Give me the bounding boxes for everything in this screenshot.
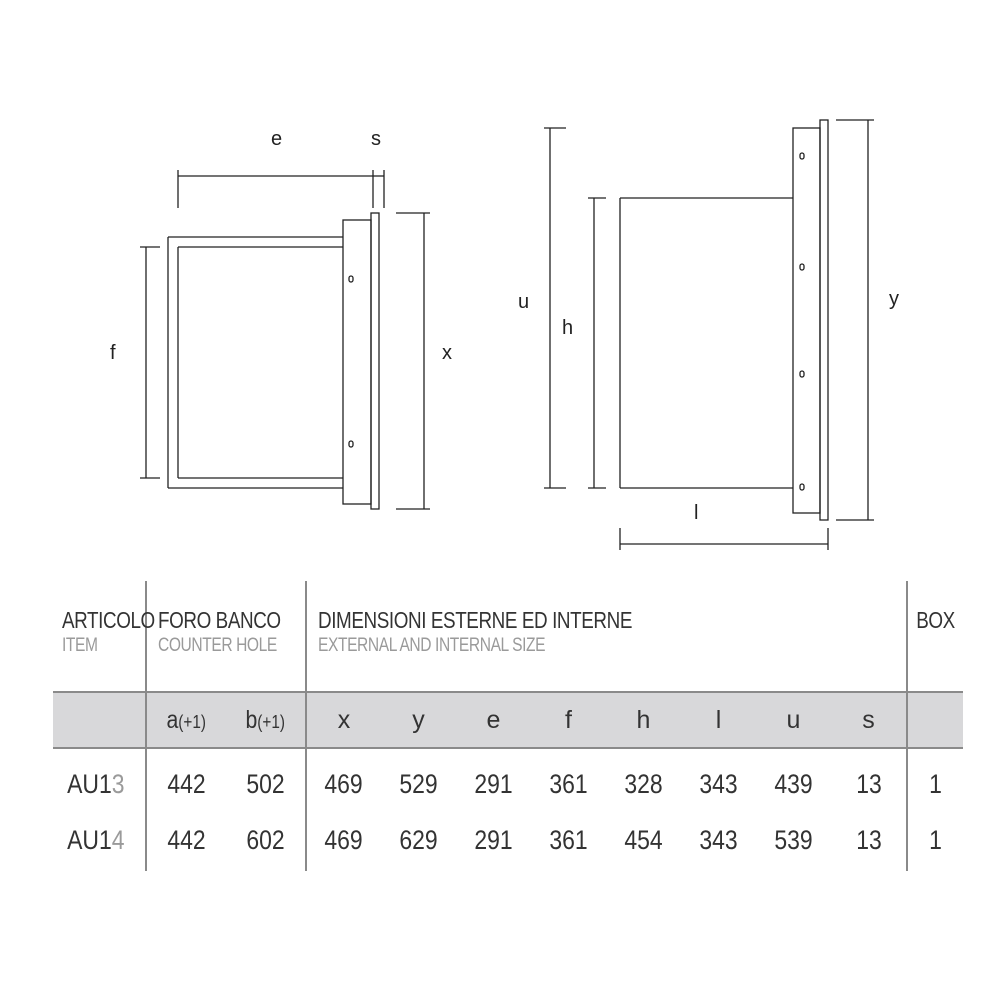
header-articolo [53,581,155,692]
dim-line-f [140,247,160,478]
cell-y-value: 629 [399,824,438,855]
label-e: e [271,128,283,150]
cell-s [831,748,907,815]
header-item-label: ITEM [62,635,98,656]
right-view-box [620,120,828,520]
item-code-prefix: AU1 [67,768,112,799]
cell-f-value: 361 [549,768,588,799]
header-foro-banco-label: FORO BANCO [158,607,281,633]
cell-box [907,748,963,815]
cell-u-value: 539 [774,824,813,855]
header-dimensioni-label: DIMENSIONI ESTERNE ED INTERNE [318,607,633,633]
subheader-empty [53,692,146,748]
cell-box-value: 1 [929,824,942,855]
header-dimensioni [306,581,907,692]
cell-x [306,815,381,871]
cell-s [831,815,907,871]
subheader-b-tolerance: (+1) [257,711,286,732]
cell-h-value: 454 [624,824,663,855]
cell-u [756,748,831,815]
cell-s-value: 13 [855,768,882,799]
cell-l-value: 343 [699,768,738,799]
cell-e [456,815,531,871]
cell-a [146,815,226,871]
cell-f [531,748,606,815]
cell-l-value: 343 [699,824,738,855]
cell-y [381,815,456,871]
table-header-row [53,581,963,692]
subheader-a-letter: a [166,705,179,734]
subheader-y: y [381,692,456,748]
cell-b [226,748,306,815]
cell-y-value: 529 [399,768,438,799]
table-row [53,815,963,871]
subheader-h: h [606,692,681,748]
cell-h-value: 328 [624,768,663,799]
subheader-a-tolerance: (+1) [178,711,207,732]
cell-x-value: 469 [324,768,364,799]
label-l: l [694,502,699,524]
cell-a-value: 442 [167,824,206,855]
subheader-u: u [756,692,831,748]
cell-l [681,815,756,871]
cell-b-value: 602 [246,824,285,855]
table-row [53,748,963,815]
cell-u-value: 439 [774,768,813,799]
cell-b-value: 502 [246,768,285,799]
subheader-x: x [306,692,381,748]
subheader-a [146,692,226,748]
header-foro-banco [146,581,306,692]
cell-s-value: 13 [855,824,882,855]
label-f: f [110,342,116,364]
dim-line-u [544,128,566,488]
header-articolo-label: ARTICOLO [62,607,155,633]
cell-a-value: 442 [167,768,206,799]
cell-e-value: 291 [474,824,513,855]
subheader-b [226,692,306,748]
cell-f-value: 361 [549,824,588,855]
cell-b [226,815,306,871]
cell-e [456,748,531,815]
cell-a [146,748,226,815]
label-y: y [889,288,899,310]
label-u: u [518,291,530,313]
label-s: s [371,128,381,150]
table-subheader-row [53,692,963,748]
subheader-box-empty [907,692,963,748]
cell-l [681,748,756,815]
dim-line-l [620,528,828,550]
dim-line-x [396,213,430,509]
dim-line-h [588,198,606,488]
cell-h [606,815,681,871]
item-code-suffix: 4 [111,824,125,855]
item-code [53,748,146,815]
subheader-l: l [681,692,756,748]
label-h: h [562,317,574,339]
cell-f [531,815,606,871]
subheader-f: f [531,692,606,748]
cell-box-value: 1 [929,768,942,799]
header-box-label: BOX [916,607,955,633]
item-code-prefix: AU1 [67,824,112,855]
item-code [53,815,146,871]
left-view-box [168,213,379,509]
cell-x [306,748,381,815]
header-box [907,581,963,692]
header-external-size-label: EXTERNAL AND INTERNAL SIZE [318,635,546,656]
cell-h [606,748,681,815]
cell-box [907,815,963,871]
cell-y [381,748,456,815]
dimensions-table [53,581,963,871]
dim-line-e [178,170,384,208]
subheader-b-letter: b [245,705,258,734]
subheader-e: e [456,692,531,748]
item-code-suffix: 3 [111,768,125,799]
cell-e-value: 291 [474,768,513,799]
cell-u [756,815,831,871]
subheader-s: s [831,692,907,748]
cell-x-value: 469 [324,824,364,855]
header-counter-hole-label: COUNTER HOLE [158,635,277,656]
dim-line-y [836,120,874,520]
label-x: x [442,342,452,364]
